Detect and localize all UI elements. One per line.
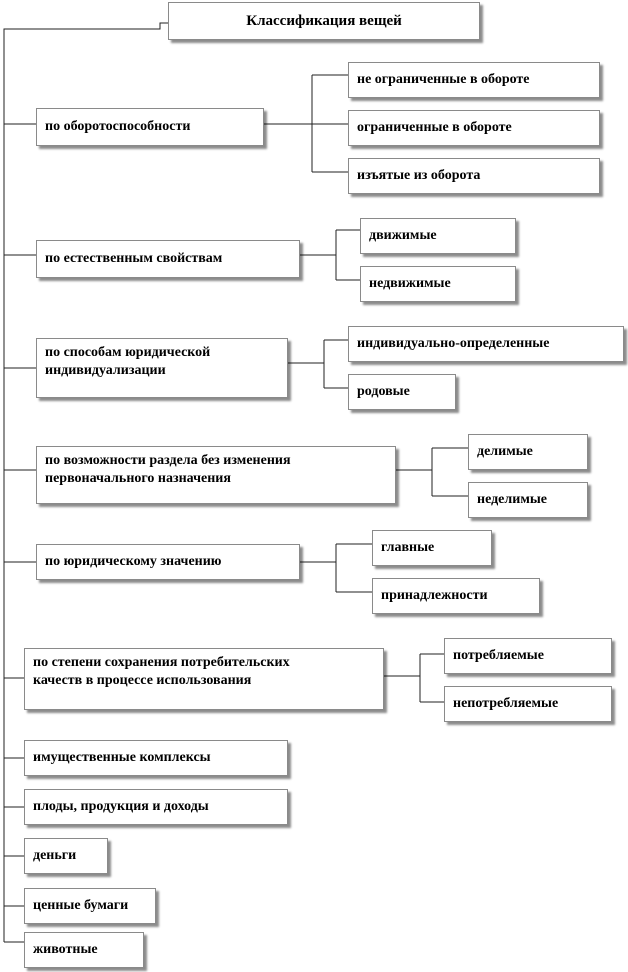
subcategory-principal xyxy=(372,530,492,566)
category-consumer xyxy=(24,648,384,710)
subcategory-nonconsumable-label: непотребляемые xyxy=(453,696,559,711)
category-individualization-line1: по способам юридической xyxy=(45,345,211,360)
subcategory-withdrawn xyxy=(348,158,600,194)
subcategory-indivisible-label: неделимые xyxy=(477,492,547,507)
category-animals-label: животные xyxy=(33,942,98,957)
subcategory-immovable xyxy=(360,266,516,302)
category-consumer-line1: по степени сохранения потребительских xyxy=(33,655,290,670)
subcategory-accessory-label: принадлежности xyxy=(381,588,488,603)
subcategory-movable-label: движимые xyxy=(369,228,437,243)
category-turnover-label: по оборотоспособности xyxy=(45,119,191,134)
category-money-label: деньги xyxy=(33,848,77,863)
category-natural-label: по естественным свойствам xyxy=(45,251,223,266)
subcategory-divisible xyxy=(468,434,588,470)
category-turnover xyxy=(36,108,264,146)
category-complexes-label: имущественные комплексы xyxy=(33,750,211,765)
subcategory-accessory xyxy=(372,578,540,614)
subcategory-generic xyxy=(348,374,456,410)
subcategory-individual xyxy=(348,326,624,362)
subcategory-movable xyxy=(360,218,516,254)
subcategory-divisible-label: делимые xyxy=(477,444,533,459)
subcategory-principal-label: главные xyxy=(381,540,435,555)
subcategory-nonconsumable xyxy=(444,686,612,722)
subcategory-withdrawn-label: изъятые из оборота xyxy=(357,168,481,183)
category-fruits xyxy=(24,789,288,825)
category-complexes xyxy=(24,740,288,776)
subcategory-indivisible xyxy=(468,482,588,518)
subcategory-individual-label: индивидуально-определенные xyxy=(357,336,550,351)
category-securities-label: ценные бумаги xyxy=(33,898,129,913)
category-fruits-label: плоды, продукция и доходы xyxy=(33,799,209,814)
subcategory-generic-label: родовые xyxy=(357,384,410,399)
subcategory-immovable-label: недвижимые xyxy=(369,276,451,291)
category-legal xyxy=(36,544,300,580)
category-money xyxy=(24,838,108,874)
category-consumer-line2: качеств в процессе использования xyxy=(33,673,252,688)
subcategory-restricted xyxy=(348,110,600,146)
category-division xyxy=(36,446,396,504)
category-legal-label: по юридическому значению xyxy=(45,554,222,569)
category-animals xyxy=(24,932,144,968)
category-natural xyxy=(36,240,300,278)
category-individualization-line2: индивидуализации xyxy=(45,363,166,378)
subcategory-restricted-label: ограниченные в обороте xyxy=(357,120,512,135)
subcategory-unrestricted-label: не ограниченные в обороте xyxy=(357,72,530,87)
subcategory-consumable xyxy=(444,638,612,674)
category-division-line1: по возможности раздела без изменения xyxy=(45,453,291,468)
subcategory-consumable-label: потребляемые xyxy=(453,648,544,663)
category-division-line2: первоначального назначения xyxy=(45,471,231,486)
category-individualization xyxy=(36,338,288,398)
category-securities xyxy=(24,888,156,924)
subcategory-unrestricted xyxy=(348,62,600,98)
diagram-title xyxy=(168,2,480,40)
diagram-title-text: Классификация вещей xyxy=(246,13,402,29)
